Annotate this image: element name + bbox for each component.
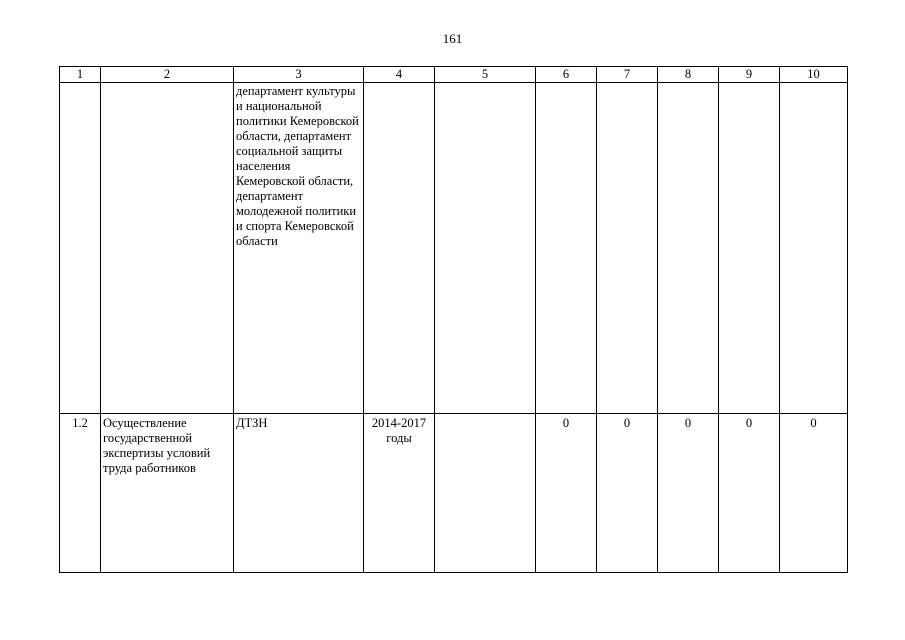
table-cell	[101, 83, 234, 414]
table-cell: ДТЗН	[234, 414, 364, 573]
column-number: 4	[364, 67, 435, 83]
table-cell	[364, 83, 435, 414]
column-number: 8	[658, 67, 719, 83]
column-number: 3	[234, 67, 364, 83]
table-cell: 0	[597, 414, 658, 573]
table-cell	[719, 83, 780, 414]
column-number: 9	[719, 67, 780, 83]
table-cell: 2014-2017 годы	[364, 414, 435, 573]
table-cell: 1.2	[60, 414, 101, 573]
table-cell: 0	[780, 414, 848, 573]
table-cell: департамент культуры и национальной политики Кемеровской области, департамент социальной защиты населения Кемеровской области, департамент молодежной политики и спорта Кемеровской области	[234, 83, 364, 414]
table-row	[60, 83, 848, 414]
table-cell	[597, 83, 658, 414]
column-number: 2	[101, 67, 234, 83]
column-number: 6	[536, 67, 597, 83]
page-number: 161	[442, 31, 463, 46]
table-cell	[536, 83, 597, 414]
table-cell	[780, 83, 848, 414]
table-cell	[658, 83, 719, 414]
column-number: 10	[780, 67, 848, 83]
table-cell	[435, 414, 536, 573]
table-cell: 0	[658, 414, 719, 573]
table-cell	[60, 83, 101, 414]
table-cell	[435, 83, 536, 414]
table-cell: Осуществление государственной экспертизы условий труда работников	[101, 414, 234, 573]
table-cell: 0	[719, 414, 780, 573]
table-cell: 0	[536, 414, 597, 573]
column-number: 7	[597, 67, 658, 83]
table-row	[60, 414, 848, 573]
program-table	[59, 66, 848, 573]
column-number: 1	[60, 67, 101, 83]
column-number-row	[60, 67, 848, 83]
column-number: 5	[435, 67, 536, 83]
